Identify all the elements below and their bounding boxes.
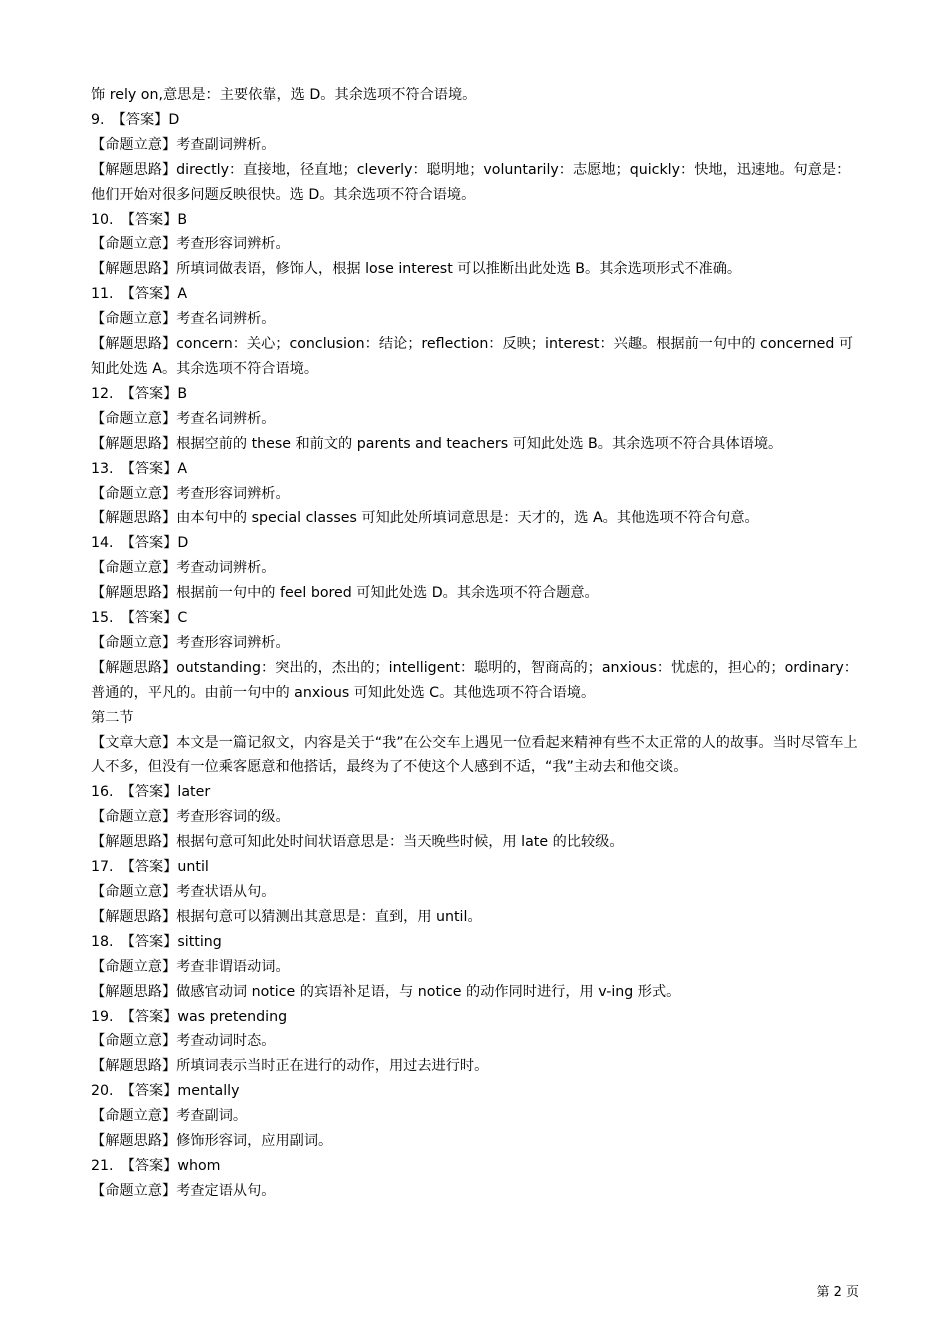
text-line: 【解题思路】做感官动词 notice 的宾语补足语，与 notice 的动作同时进行，用 v-ing 形式。	[91, 983, 681, 1000]
text-line: 【命题立意】考查名词辨析。	[91, 311, 276, 328]
text-line: 11. 【答案】A	[91, 286, 188, 303]
text-line: 【命题立意】考查形容词辨析。	[91, 485, 290, 502]
text-line: 【命题立意】考查动词辨析。	[91, 560, 276, 577]
text-line: 17. 【答案】until	[91, 859, 209, 876]
text-line: 【命题立意】考查动词时态。	[91, 1033, 276, 1050]
text-line: 【解题思路】所填词做表语，修饰人，根据 lose interest 可以推断出此处选 B。其余选项形式不准确。	[91, 261, 742, 278]
text-line: 21. 【答案】whom	[91, 1157, 221, 1174]
text-line: 饰 rely on,意思是：主要依靠，选 D。其余选项不符合语境。	[91, 87, 477, 103]
text-line: 【命题立意】考查形容词辨析。	[91, 634, 290, 651]
text-line: 【解题思路】directly：直接地，径直地；cleverly：聪明地；voluntarily：志愿地；quickly：快地，迅速地。句意是：他们开始对很多问题反映很快。选 D。其余选项不符合语境。	[91, 161, 851, 203]
text-line: 16. 【答案】later	[91, 784, 211, 801]
text-line: 9. 【答案】D	[91, 111, 180, 128]
text-line: 14. 【答案】D	[91, 535, 189, 552]
text-line: 20. 【答案】mentally	[91, 1083, 240, 1100]
document-body	[91, 83, 861, 1204]
text-line: 【命题立意】考查形容词的级。	[91, 809, 290, 826]
text-line: 【命题立意】考查副词辨析。	[91, 136, 276, 153]
text-line: 【命题立意】考查副词。	[91, 1108, 248, 1125]
text-line: 【解题思路】修饰形容词，应用副词。	[91, 1133, 333, 1150]
text-line: 【解题思路】outstanding：突出的，杰出的；intelligent：聪明的，智商高的；anxious：忧虑的，担心的；ordinary：普通的，平凡的。由前一句中的 anxious 可知此处选 C。其他选项不符合语境。	[91, 659, 858, 701]
text-line: 【解题思路】根据前一句中的 feel bored 可知此处选 D。其余选项不符合题意。	[91, 585, 599, 602]
text-line: 【解题思路】根据空前的 these 和前文的 parents and teachers 可知此处选 B。其余选项不符合具体语境。	[91, 435, 783, 452]
text-line: 【文章大意】本文是一篇记叙文，内容是关于“我”在公交车上遇见一位看起来精神有些不太正常的人的故事。当时尽管车上人不多，但没有一位乘客愿意和他搭话，最终为了不使这个人感到不适，“我”主动去和他交谈。	[91, 734, 858, 776]
page-number: 第 2 页	[816, 1285, 859, 1300]
text-line: 【命题立意】考查定语从句。	[91, 1182, 276, 1199]
text-line: 【解题思路】concern：关心；conclusion：结论；reflection：反映；interest：兴趣。根据前一句中的 concerned 可知此处选 A。其余选项不符合语境。	[91, 336, 854, 377]
text-line: 19. 【答案】was pretending	[91, 1008, 288, 1025]
text-line: 【解题思路】由本句中的 special classes 可知此处所填词意思是：天才的，选 A。其他选项不符合句意。	[91, 510, 759, 527]
text-line: 【解题思路】根据句意可以猜测出其意思是：直到，用 until。	[91, 908, 482, 925]
text-line: 10. 【答案】B	[91, 211, 188, 228]
text-line: 【解题思路】所填词表示当时正在进行的动作，用过去进行时。	[91, 1058, 489, 1075]
text-line: 18. 【答案】sitting	[91, 933, 222, 950]
text-line: 13. 【答案】A	[91, 460, 188, 477]
text-line: 【命题立意】考查名词辨析。	[91, 410, 276, 427]
text-line: 【解题思路】根据句意可知此处时间状语意思是：当天晚些时候，用 late 的比较级。	[91, 834, 624, 851]
text-line: 第二节	[91, 709, 134, 726]
text-line: 15. 【答案】C	[91, 610, 188, 627]
text-line: 【命题立意】考查状语从句。	[91, 884, 276, 900]
text-line: 【命题立意】考查非谓语动词。	[91, 958, 290, 975]
text-line: 12. 【答案】B	[91, 385, 188, 402]
text-line: 【命题立意】考查形容词辨析。	[91, 236, 290, 253]
